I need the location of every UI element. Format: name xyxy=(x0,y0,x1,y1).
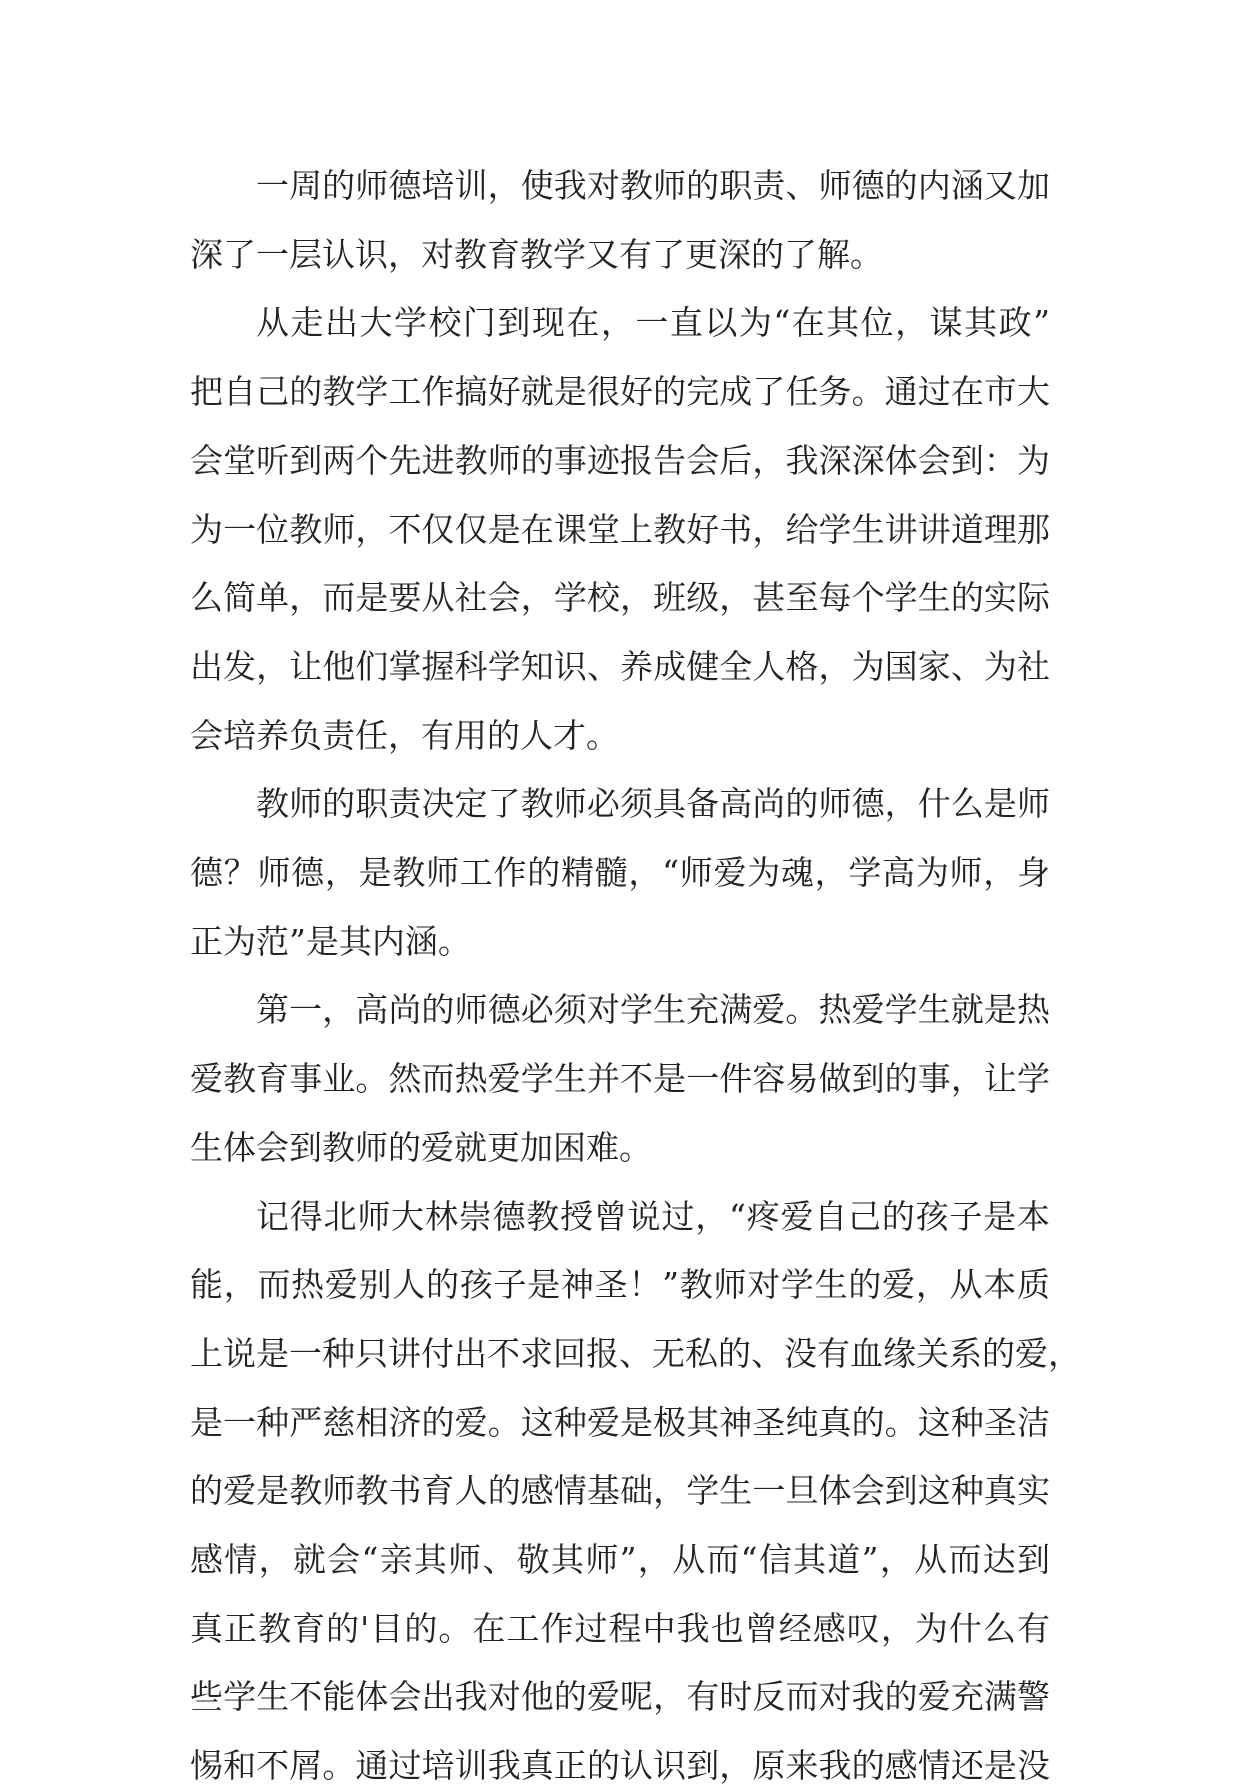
text-line: 么简单，而是要从社会，学校，班级，甚至每个学生的实际 xyxy=(190,578,1050,618)
text-line: 为一位教师，不仅仅是在课堂上教好书，给学生讲讲道理那 xyxy=(190,509,1050,549)
text-line: 记得北师大林崇德教授曾说过，“疼爱自己的孩子是本 xyxy=(256,1196,1050,1236)
text-line: 的爱是教师教书育人的感情基础，学生一旦体会到这种真实 xyxy=(190,1471,1050,1511)
text-line: 爱教育事业。然而热爱学生并不是一件容易做到的事，让学 xyxy=(190,1059,1050,1099)
text-line: 正为范”是其内涵。 xyxy=(190,921,471,961)
text-line: 生体会到教师的爱就更加困难。 xyxy=(190,1127,652,1167)
text-line: 出发，让他们掌握科学知识、养成健全人格，为国家、为社 xyxy=(190,646,1050,686)
text-line: 一周的师德培训，使我对教师的职责、师德的内涵又加 xyxy=(256,166,1050,205)
text-line: 从走出大学校门到现在，一直以为“在其位，谋其政” xyxy=(256,303,1050,343)
text-line: 能，而热爱别人的孩子是神圣！”教师对学生的爱，从本质 xyxy=(190,1265,1050,1305)
text-line: 感情，就会“亲其师、敬其师”，从而“信其道”，从而达到 xyxy=(190,1540,1050,1579)
text-line: 真正教育的'目的。在工作过程中我也曾经感叹，为什么有 xyxy=(190,1608,1050,1648)
text-line: 把自己的教学工作搞好就是很好的完成了任务。通过在市大 xyxy=(190,372,1050,412)
text-line: 上说是一种只讲付出不求回报、无私的、没有血缘关系的爱， xyxy=(190,1333,1081,1373)
text-line: 德？师德，是教师工作的精髓，“师爱为魂，学高为师，身 xyxy=(190,853,1050,892)
text-line: 惕和不屑。通过培训我真正的认识到，原来我的感情还是没 xyxy=(190,1746,1050,1786)
text-line: 些学生不能体会出我对他的爱呢，有时反而对我的爱充满警 xyxy=(190,1677,1050,1717)
text-line: 会堂听到两个先进教师的事迹报告会后，我深深体会到：为 xyxy=(190,440,1050,480)
text-line: 第一，高尚的师德必须对学生充满爱。热爱学生就是热 xyxy=(256,990,1050,1030)
text-line: 深了一层认识，对教育教学又有了更深的了解。 xyxy=(190,234,883,274)
text-line: 教师的职责决定了教师必须具备高尚的师德，什么是师 xyxy=(256,784,1050,824)
text-line: 会培养负责任，有用的人才。 xyxy=(190,715,619,755)
text-line: 是一种严慈相济的爱。这种爱是极其神圣纯真的。这种圣洁 xyxy=(190,1402,1050,1442)
